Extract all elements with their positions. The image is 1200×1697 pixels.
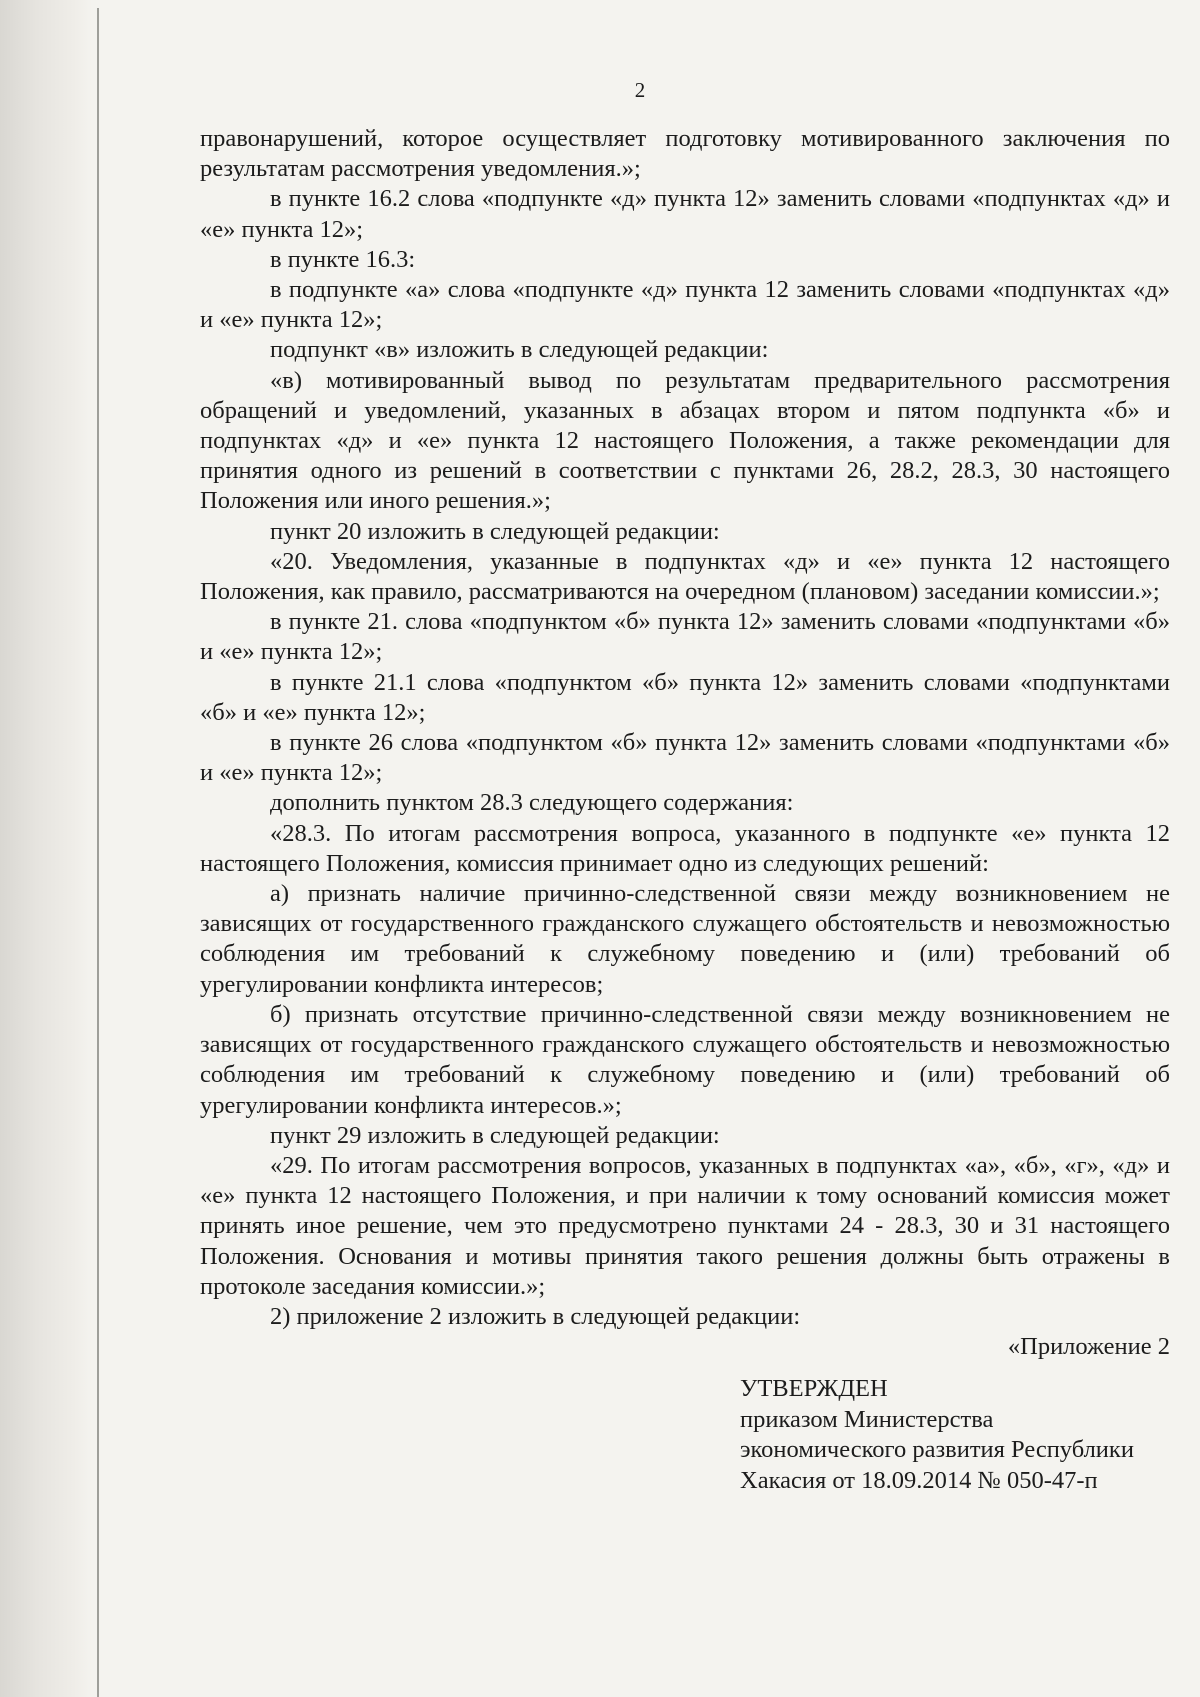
binding-line [97, 8, 99, 1697]
approval-block [740, 1374, 1170, 1496]
approval-line: Хакасия от 18.09.2014 № 050-47-п [740, 1466, 1098, 1494]
document-body [200, 124, 1170, 1496]
paragraph: «29. По итогам рассмотрения вопросов, указанных в подпунктах «а», «б», «г», «д» и «е» пункта 12 настоящего Положения, и при наличии к тому оснований комиссия может принять иное решение, чем это предусмотрено пунктами 24 - 28.3, 30 и 31 настоящего Положения. Основания и мотивы принятия такого решения должны быть отражены в протоколе заседания комиссии.»; [200, 1151, 1170, 1300]
approval-line: экономического развития Республики [740, 1436, 1134, 1464]
scan-shadow [0, 0, 92, 1697]
paragraph: правонарушений, которое осуществляет подготовку мотивированного заключения по результатам рассмотрения уведомления.»; [200, 125, 1170, 183]
paragraph: в подпункте «а» слова «подпункте «д» пункта 12 заменить словами «подпунктах «д» и «е» пункта 12»; [200, 276, 1170, 334]
page-number: 2 [634, 78, 646, 102]
paragraph: 2) приложение 2 изложить в следующей редакции: [270, 1302, 801, 1330]
approval-heading: УТВЕРЖДЕН [740, 1375, 888, 1403]
paragraph: в пункте 21. слова «подпунктом «б» пункта 12» заменить словами «подпунктами «б» и «е» пункта 12»; [200, 608, 1170, 666]
approval-line: приказом Министерства [740, 1405, 994, 1433]
paragraph: в пункте 16.3: [270, 245, 416, 273]
paragraph: а) признать наличие причинно-следственной связи между возникновением не зависящих от государственного гражданского служащего обстоятельств и невозможностью соблюдения им требований к служебному поведению и (или) требований об урегулировании конфликта интересов; [200, 880, 1170, 998]
paragraph: б) признать отсутствие причинно-следственной связи между возникновением не зависящих от государственного гражданского служащего обстоятельств и невозможностью соблюдения им требований к служебному поведению и (или) требований об урегулировании конфликта интересов.»; [200, 1000, 1170, 1119]
paragraph: «в) мотивированный вывод по результатам предварительного рассмотрения обращений и уведомлений, указанных в абзацах втором и пятом подпункта «б» и подпунктах «д» и «е» пункта 12 настоящего Положения, а также рекомендации для принятия одного из решений в соответствии с пунктами 26, 28.2, 28.3, 30 настоящего Положения или иного решения.»; [200, 366, 1170, 515]
paragraph: подпункт «в» изложить в следующей редакции: [270, 336, 769, 364]
paragraph: пункт 29 изложить в следующей редакции: [270, 1121, 720, 1149]
paragraph: «28.3. По итогам рассмотрения вопроса, указанного в подпункте «е» пункта 12 настоящего Положения, комиссия принимает одно из следующих решений: [200, 819, 1170, 877]
paragraph: дополнить пунктом 28.3 следующего содержания: [270, 789, 794, 817]
paragraph: в пункте 21.1 слова «подпунктом «б» пункта 12» заменить словами «подпунктами «б» и «е» пункта 12»; [200, 668, 1170, 726]
paragraph: в пункте 26 слова «подпунктом «б» пункта 12» заменить словами «подпунктами «б» и «е» пункта 12»; [200, 729, 1170, 787]
paragraph: «20. Уведомления, указанные в подпунктах «д» и «е» пункта 12 настоящего Положения, как правило, рассматриваются на очередном (плановом) заседании комиссии.»; [200, 547, 1170, 606]
paragraph: в пункте 16.2 слова «подпункте «д» пункта 12» заменить словами «подпунктах «д» и «е» пункта 12»; [200, 185, 1170, 243]
appendix-label: «Приложение 2 [1007, 1333, 1170, 1361]
paragraph: пункт 20 изложить в следующей редакции: [270, 517, 720, 545]
